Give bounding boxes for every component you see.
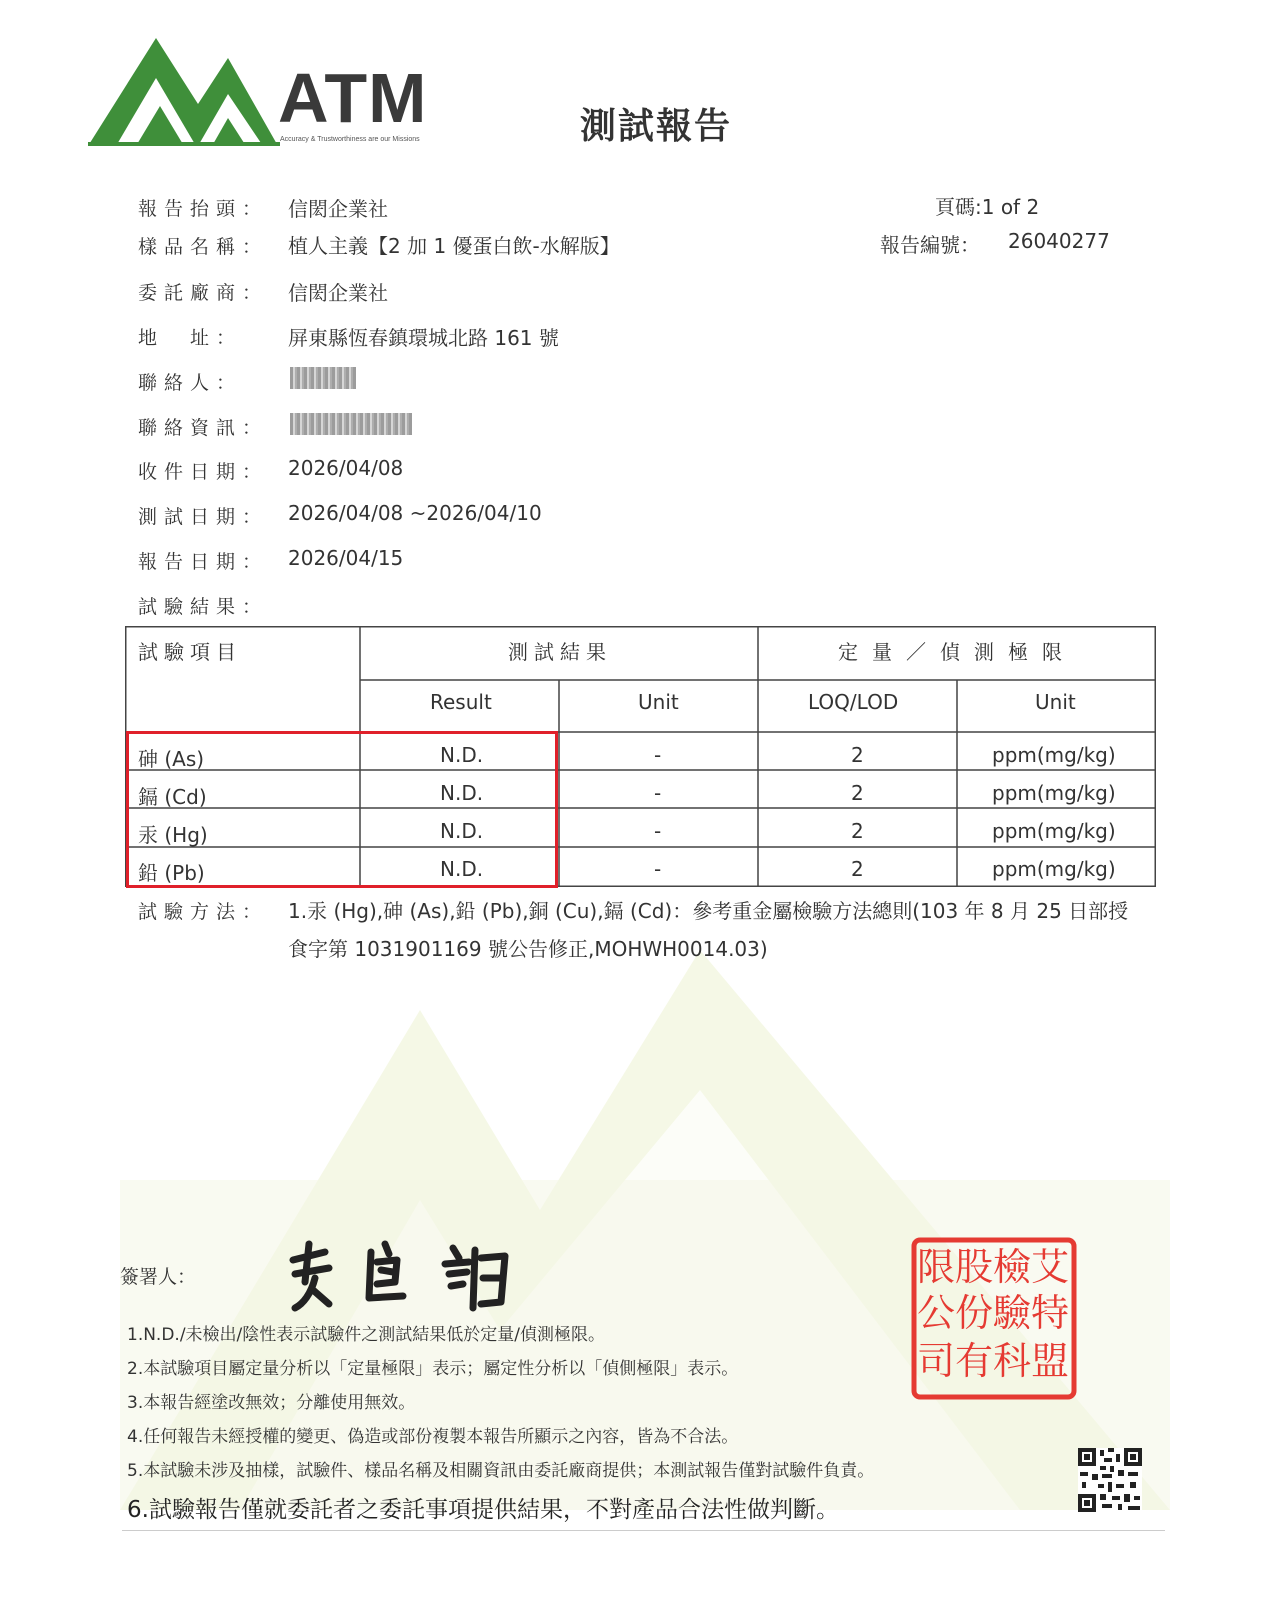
signer-label: 簽署人：	[120, 1266, 197, 1288]
header-unit-limit: Unit	[1035, 690, 1076, 714]
svg-text:科: 科	[992, 1339, 1032, 1383]
table-row-loq: 2	[851, 743, 864, 767]
field-label-contact-info: 聯絡資訊：	[138, 417, 269, 439]
table-row-result: N.D.	[440, 819, 484, 843]
header-limit-group: 定量／偵測極限	[838, 640, 1076, 664]
highlight-box	[126, 731, 558, 888]
field-value-received-date: 2026/04/08	[288, 456, 404, 480]
field-label-report-date: 報告日期：	[138, 551, 269, 573]
table-row-item: 汞 (Hg)	[138, 823, 208, 847]
field-label-client: 委託廠商：	[138, 282, 269, 304]
page-number: 頁碼:1 of 2	[935, 195, 1040, 219]
note-item: 5.本試驗未涉及抽樣，試驗件、樣品名稱及相關資訊由委託廠商提供；本測試報告僅對試驗件負責。	[127, 1461, 875, 1481]
note-item: 2.本試驗項目屬定量分析以「定量極限」表示；屬定性分析以「偵側極限」表示。	[127, 1359, 739, 1379]
table-row-loq: 2	[851, 857, 864, 881]
field-value-report-header: 信閎企業社	[288, 197, 388, 221]
table-row-unit: -	[654, 819, 662, 843]
table-row-unit: -	[654, 743, 662, 767]
note-item: 6.試驗報告僅就委託者之委託事項提供結果，不對產品合法性做判斷。	[127, 1497, 839, 1523]
field-label-test-date: 測試日期：	[138, 506, 269, 528]
note-item: 3.本報告經塗改無效；分離使用無效。	[127, 1393, 416, 1413]
svg-text:驗: 驗	[992, 1291, 1032, 1335]
footer-divider	[122, 1530, 1165, 1531]
redacted-contact-info	[290, 413, 412, 435]
svg-text:限: 限	[916, 1245, 956, 1289]
field-value-test-date: 2026/04/08 ~2026/04/10	[288, 501, 542, 525]
field-label-test-results: 試驗結果：	[138, 596, 269, 618]
field-value-address: 屏東縣恆春鎮環城北路 161 號	[288, 326, 559, 350]
table-row-unit: -	[654, 857, 662, 881]
handwritten-signature	[285, 1238, 515, 1318]
report-number-label: 報告編號：	[880, 233, 980, 257]
field-value-client: 信閎企業社	[288, 281, 388, 305]
field-label-address: 地 址：	[138, 327, 243, 349]
svg-text:股: 股	[954, 1245, 994, 1289]
field-label-contact: 聯絡人：	[138, 372, 243, 394]
svg-text:有: 有	[954, 1339, 994, 1383]
report-number: 26040277	[1008, 229, 1110, 253]
svg-text:份: 份	[954, 1291, 994, 1335]
table-row-limit-unit: ppm(mg/kg)	[992, 781, 1116, 805]
note-item: 1.N.D./未檢出/陰性表示試驗件之測試結果低於定量/偵測極限。	[127, 1325, 606, 1345]
table-row-limit-unit: ppm(mg/kg)	[992, 819, 1116, 843]
svg-text:盟: 盟	[1030, 1339, 1070, 1383]
table-row-result: N.D.	[440, 781, 484, 805]
note-item: 4.任何報告未經授權的變更、偽造或部份複製本報告所顯示之內容，皆為不合法。	[127, 1427, 739, 1447]
table-row-item: 鉛 (Pb)	[138, 861, 205, 885]
table-row-item: 砷 (As)	[138, 747, 205, 771]
svg-text:特: 特	[1030, 1291, 1070, 1335]
table-row-result: N.D.	[440, 743, 484, 767]
field-label-received-date: 收件日期：	[138, 461, 269, 483]
header-test-result-group: 測試結果	[508, 640, 612, 664]
svg-text:檢: 檢	[992, 1245, 1032, 1289]
header-loq-lod: LOQ/LOD	[808, 690, 899, 714]
page-title: 測試報告	[580, 106, 733, 147]
header-test-item: 試驗項目	[138, 640, 242, 664]
field-value-sample-name: 植人主義【2 加 1 優蛋白飲-水解版】	[288, 234, 620, 258]
table-row-loq: 2	[851, 819, 864, 843]
redacted-contact-name	[290, 367, 356, 389]
table-row-limit-unit: ppm(mg/kg)	[992, 743, 1116, 767]
method-label: 試驗方法：	[138, 901, 269, 923]
method-line-2: 食字第 1031901169 號公告修正,MOHWH0014.03)	[288, 937, 768, 961]
qr-code-icon	[1078, 1448, 1142, 1512]
svg-text:艾: 艾	[1030, 1245, 1070, 1289]
table-row-item: 鎘 (Cd)	[138, 785, 207, 809]
method-line-1: 1.汞 (Hg),砷 (As),鉛 (Pb),銅 (Cu),鎘 (Cd)：參考重金屬檢驗方法總則(103 年 8 月 25 日部授	[288, 899, 1129, 923]
table-row-loq: 2	[851, 781, 864, 805]
table-row-unit: -	[654, 781, 662, 805]
table-row-result: N.D.	[440, 857, 484, 881]
field-label-sample-name: 樣品名稱：	[138, 236, 269, 258]
svg-text:公: 公	[916, 1291, 956, 1335]
logo-tagline: Accuracy & Trustworthiness are our Missions	[280, 136, 420, 143]
logo-wordmark: ATM	[278, 59, 428, 137]
field-label-report-header: 報告抬頭：	[138, 198, 269, 220]
header-unit: Unit	[638, 690, 679, 714]
company-seal-icon	[910, 1236, 1078, 1401]
field-value-report-date: 2026/04/15	[288, 546, 404, 570]
svg-text:司: 司	[916, 1339, 956, 1383]
header-result: Result	[430, 690, 492, 714]
table-row-limit-unit: ppm(mg/kg)	[992, 857, 1116, 881]
